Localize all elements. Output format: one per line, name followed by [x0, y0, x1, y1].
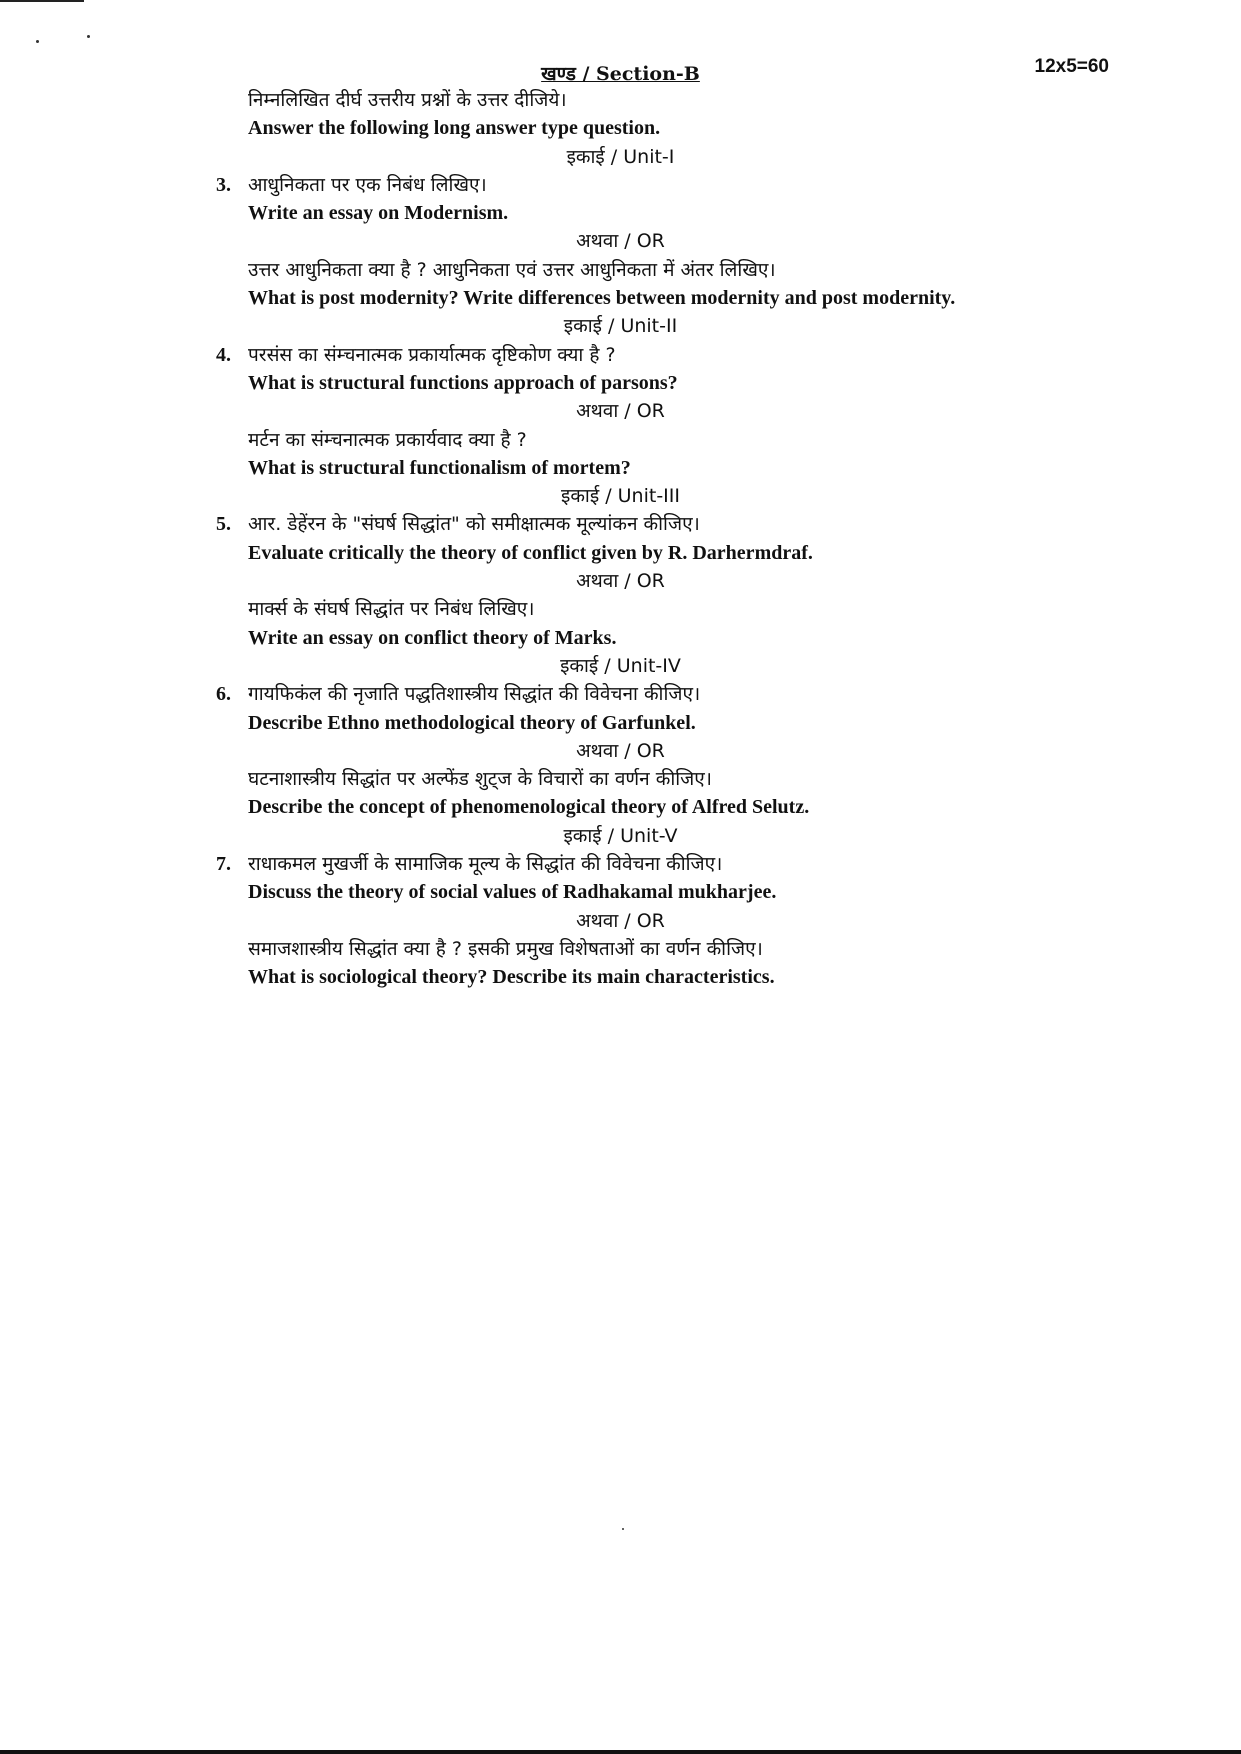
question-number: 3. — [216, 173, 231, 196]
or-divider: अथवा / OR — [576, 230, 665, 253]
question-hindi — [216, 341, 1128, 369]
or-divider: अथवा / OR — [576, 909, 665, 932]
question-hindi: समाजशास्त्रीय सिद्धांत क्या है ? इसकी प्रमुख विशेषताओं का वर्णन कीजिए। — [248, 937, 763, 960]
question-english: Discuss the theory of social values of Radhakamal mukharjee. — [248, 881, 777, 904]
scan-speck — [36, 40, 39, 43]
question-english: What is post modernity? Write differences between modernity and post modernity. — [248, 287, 956, 310]
question-english: What is structural functionalism of mortem? — [248, 456, 631, 479]
marks-label: 12x5=60 — [1034, 56, 1109, 77]
section-title — [0, 60, 1241, 86]
question-number: 7. — [216, 853, 231, 876]
question-hindi: मार्क्स के संघर्ष सिद्धांत पर निबंध लिखिए। — [248, 598, 535, 621]
instruction-english: Answer the following long answer type question. — [248, 117, 661, 140]
or-divider: अथवा / OR — [576, 400, 665, 423]
or-divider: अथवा / OR — [576, 570, 665, 593]
unit-heading: इकाई / Unit-I — [566, 145, 675, 168]
questions-block — [216, 86, 1128, 992]
question-hindi — [216, 680, 1128, 708]
question-english: Write an essay on conflict theory of Marks. — [248, 626, 617, 649]
question-number: 6. — [216, 683, 231, 706]
unit-heading: इकाई / Unit-III — [561, 485, 680, 508]
question-english: Describe Ethno methodological theory of Garfunkel. — [248, 711, 696, 734]
scan-speck — [87, 35, 90, 38]
question-english: What is structural functions approach of parsons? — [248, 371, 678, 394]
unit-heading: इकाई / Unit-II — [563, 315, 678, 338]
question-text: गायफिकंल की नृजाति पद्धतिशास्त्रीय सिद्धांत की विवेचना कीजिए। — [248, 683, 701, 706]
instruction-hindi: निम्नलिखित दीर्घ उत्तरीय प्रश्नों के उत्तर दीजिये। — [248, 89, 567, 111]
question-english: What is sociological theory? Describe its main characteristics. — [248, 966, 775, 989]
scan-edge-bottom — [0, 1750, 1241, 1754]
unit-heading: इकाई / Unit-IV — [560, 654, 681, 677]
question-english: Evaluate critically the theory of conflict given by R. Darhermdraf. — [248, 541, 813, 564]
scan-edge-top — [0, 0, 84, 2]
question-hindi — [216, 171, 1128, 199]
question-english: Write an essay on Modernism. — [248, 202, 509, 225]
question-hindi: उत्तर आधुनिकता क्या है ? आधुनिकता एवं उत्तर आधुनिकता में अंतर लिखिए। — [248, 258, 776, 281]
question-text: आधुनिकता पर एक निबंध लिखिए। — [248, 173, 487, 196]
question-english: Describe the concept of phenomenological theory of Alfred Selutz. — [248, 796, 810, 819]
question-text: आर. डेहेंरन के "संघर्ष सिद्धांत" को समीक्षात्मक मूल्यांकन कीजिए। — [248, 513, 700, 536]
or-divider: अथवा / OR — [576, 739, 665, 762]
question-hindi: घटनाशास्त्रीय सिद्धांत पर अल्फेंड शुट्ज के विचारों का वर्णन कीजिए। — [248, 768, 712, 791]
section-title-text: खण्ड / Section-B — [541, 63, 700, 85]
question-number: 5. — [216, 513, 231, 536]
question-text: परसंस का संम्चनात्मक प्रकार्यात्मक दृष्टिकोण क्या है ? — [248, 343, 616, 366]
question-hindi: मर्टन का संम्चनात्मक प्रकार्यवाद क्या है ? — [248, 428, 527, 451]
question-hindi — [216, 510, 1128, 538]
scan-speck — [622, 1528, 624, 1530]
unit-heading: इकाई / Unit-V — [563, 824, 678, 847]
question-text: राधाकमल मुखर्जी के सामाजिक मूल्य के सिद्धांत की विवेचना कीजिए। — [248, 853, 723, 876]
question-number: 4. — [216, 343, 231, 366]
question-hindi — [216, 850, 1128, 878]
